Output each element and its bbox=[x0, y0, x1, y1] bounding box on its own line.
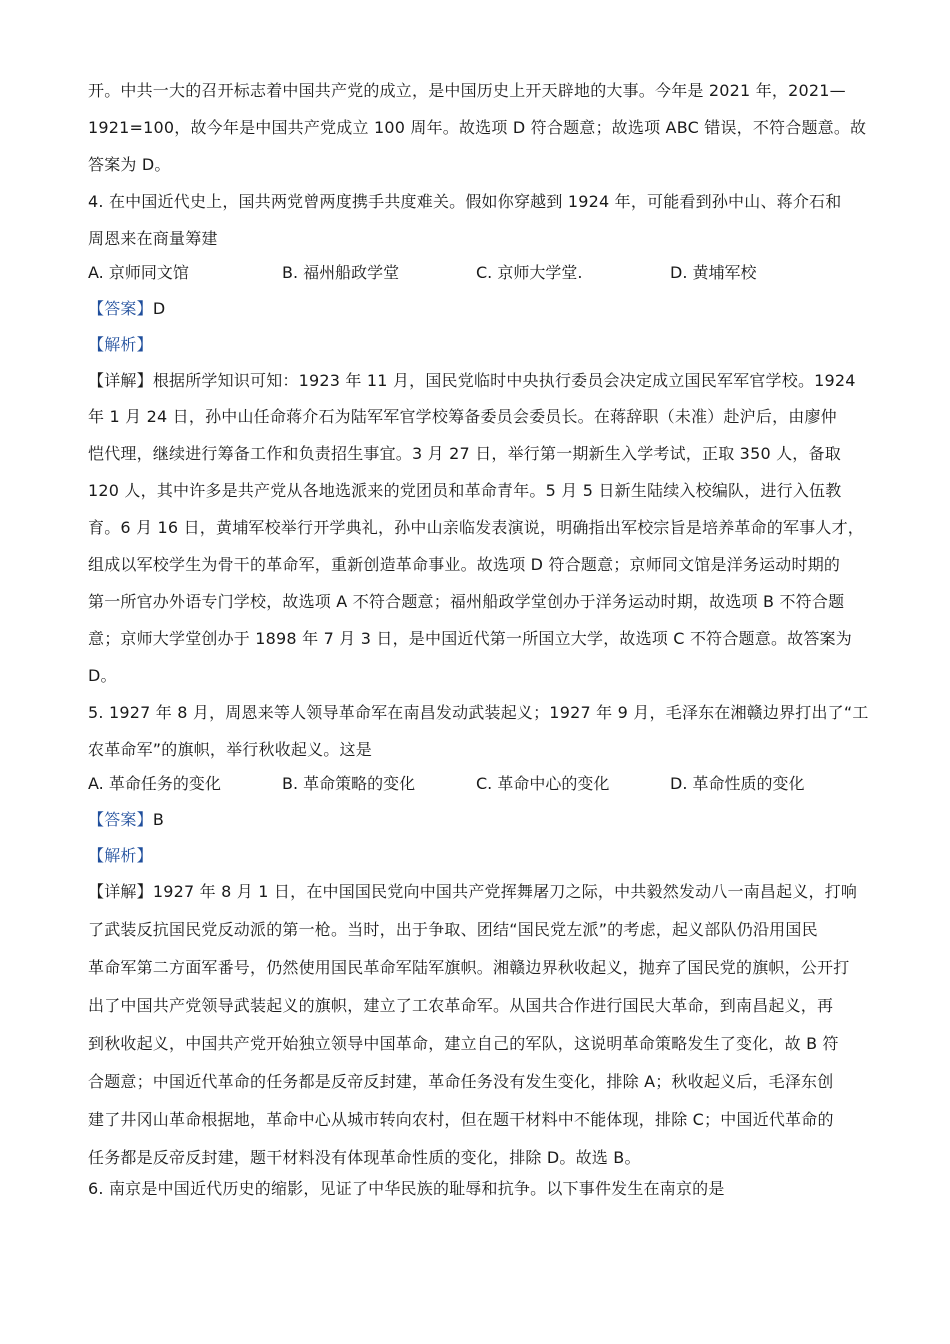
prev-explanation-line-3: 答案为 D。 bbox=[88, 155, 171, 174]
q5-detail-line-2: 了武装反抗国民党反动派的第一枪。当时，出于争取、团结“国民党左派”的考虑，起义部队仍沿用国民 bbox=[88, 920, 818, 939]
q5-stem-line-2: 农革命军”的旗帜，举行秋收起义。这是 bbox=[88, 740, 372, 759]
q4-option-a: A. 京师同文馆 bbox=[88, 263, 189, 282]
q4-detail-line-5: 育。6 月 16 日，黄埔军校举行开学典礼，孙中山亲临发表演说，明确指出军校宗旨是培养革命的军事人才， bbox=[88, 518, 864, 537]
q4-detail-line-8: 意；京师大学堂创办于 1898 年 7 月 3 日，是中国近代第一所国立大学，故选项 C 不符合题意。故答案为 bbox=[88, 629, 852, 648]
q4-analysis-tag: 【解析】 bbox=[88, 335, 153, 354]
detail-tag: 【详解】 bbox=[88, 371, 153, 390]
q4-detail-line-3: 恺代理，继续进行筹备工作和负责招生事宜。3 月 27 日，举行第一期新生入学考试，正取 350 人，备取 bbox=[88, 444, 841, 463]
q4-detail-line-9: D。 bbox=[88, 666, 117, 685]
q5-answer bbox=[88, 809, 164, 831]
q5-detail-line-6: 合题意；中国近代革命的任务都是反帝反封建，革命任务没有发生变化，排除 A；秋收起义后，毛泽东创 bbox=[88, 1072, 834, 1091]
q5-option-c: C. 革命中心的变化 bbox=[476, 774, 610, 793]
q4-detail-line-7: 第一所官办外语专门学校，故选项 A 不符合题意；福州船政学堂创办于洋务运动时期，故选项 B 不符合题 bbox=[88, 592, 845, 611]
answer-value: D bbox=[152, 299, 166, 318]
detail-tag: 【详解】 bbox=[88, 882, 153, 901]
q4-detail-line-4: 120 人，其中许多是共产党从各地选派来的党团员和革命青年。5 月 5 日新生陆续入校编队，进行入伍教 bbox=[88, 481, 842, 500]
answer-tag: 【答案】 bbox=[88, 810, 153, 829]
q5-detail-line-1 bbox=[88, 881, 857, 903]
detail-text: 1927 年 8 月 1 日，在中国国民党向中国共产党挥舞屠刀之际，中共毅然发动八一南昌起义，打响 bbox=[152, 882, 858, 901]
q4-detail-line-1 bbox=[88, 370, 856, 392]
answer-value: B bbox=[152, 810, 164, 829]
q5-detail-line-5: 到秋收起义，中国共产党开始独立领导中国革命，建立自己的军队，这说明革命策略发生了变化，故 B 符 bbox=[88, 1034, 839, 1053]
q6-stem-line-1: 6. 南京是中国近代历史的缩影，见证了中华民族的耻辱和抗争。以下事件发生在南京的是 bbox=[88, 1179, 725, 1198]
q5-detail-line-8: 任务都是反帝反封建，题干材料没有体现革命性质的变化，排除 D。故选 B。 bbox=[88, 1148, 641, 1167]
q4-option-b: B. 福州船政学堂 bbox=[282, 263, 400, 282]
q5-option-b: B. 革命策略的变化 bbox=[282, 774, 416, 793]
q4-stem-line-2: 周恩来在商量筹建 bbox=[88, 229, 218, 248]
q4-detail-line-6: 组成以军校学生为骨干的革命军，重新创造革命事业。故选项 D 符合题意；京师同文馆是洋务运动时期的 bbox=[88, 555, 841, 574]
prev-explanation-line-2: 1921=100，故今年是中国共产党成立 100 周年。故选项 D 符合题意；故选项 ABC 错误，不符合题意。故 bbox=[88, 118, 867, 137]
q5-option-a: A. 革命任务的变化 bbox=[88, 774, 221, 793]
prev-explanation-line-1: 开。中共一大的召开标志着中国共产党的成立，是中国历史上开天辟地的大事。今年是 2021 年，2021— bbox=[88, 81, 846, 100]
q5-detail-line-3: 革命军第二方面军番号，仍然使用国民革命军陆军旗帜。湘赣边界秋收起义，抛弃了国民党的旗帜，公开打 bbox=[88, 958, 850, 977]
q4-option-d: D. 黄埔军校 bbox=[670, 263, 757, 282]
q5-stem-line-1: 5. 1927 年 8 月，周恩来等人领导革命军在南昌发动武装起义；1927 年 9 月，毛泽东在湘赣边界打出了“工 bbox=[88, 703, 869, 722]
detail-text: 根据所学知识可知：1923 年 11 月，国民党临时中央执行委员会决定成立国民军军官学校。1924 bbox=[152, 371, 856, 390]
q5-analysis-tag: 【解析】 bbox=[88, 846, 153, 865]
q4-detail-line-2: 年 1 月 24 日，孙中山任命蒋介石为陆军军官学校筹备委员会委员长。在蒋辞职（未准）赴沪后，由廖仲 bbox=[88, 407, 837, 426]
q5-detail-line-4: 出了中国共产党领导武装起义的旗帜，建立了工农革命军。从国共合作进行国民大革命，到南昌起义，再 bbox=[88, 996, 834, 1015]
q4-stem-line-1: 4. 在中国近代史上，国共两党曾两度携手共度难关。假如你穿越到 1924 年，可能看到孙中山、蒋介石和 bbox=[88, 192, 842, 211]
q4-option-c: C. 京师大学堂. bbox=[476, 263, 583, 282]
q5-detail-line-7: 建了井冈山革命根据地，革命中心从城市转向农村，但在题干材料中不能体现，排除 C；中国近代革命的 bbox=[88, 1110, 834, 1129]
answer-tag: 【答案】 bbox=[88, 299, 153, 318]
q4-answer bbox=[88, 298, 165, 320]
q5-option-d: D. 革命性质的变化 bbox=[670, 774, 805, 793]
